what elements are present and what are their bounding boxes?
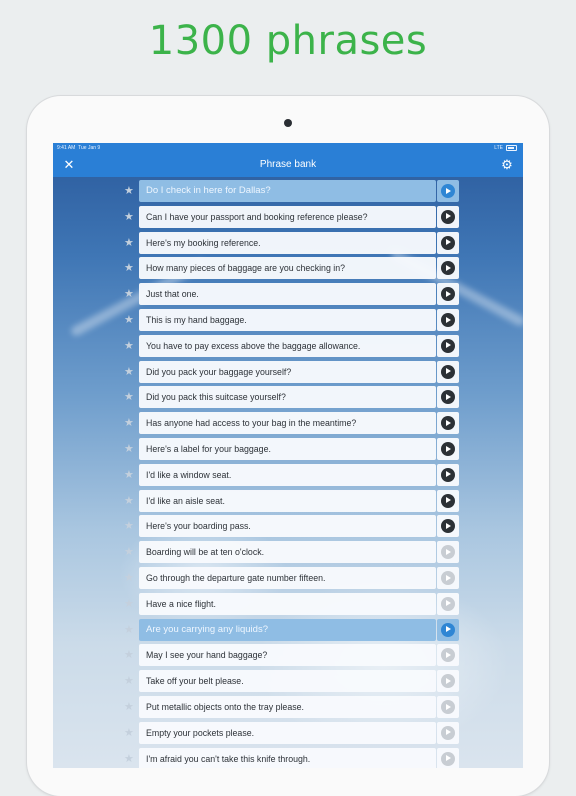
play-icon (441, 674, 455, 688)
phrase-text[interactable]: You have to pay excess above the baggage allowance. (139, 335, 436, 357)
favorite-star-icon[interactable]: ★ (124, 649, 134, 662)
phrase-text[interactable]: Here's a label for your baggage. (139, 438, 436, 460)
phrase-text[interactable]: Are you carrying any liquids? (139, 619, 436, 641)
phrase-text[interactable]: Here's my booking reference. (139, 232, 436, 254)
play-button[interactable] (437, 722, 459, 744)
favorite-star-icon[interactable]: ★ (124, 210, 134, 223)
favorite-star-icon[interactable]: ★ (124, 417, 134, 430)
play-icon (441, 339, 455, 353)
phrase-text[interactable]: This is my hand baggage. (139, 309, 436, 331)
favorite-star-icon[interactable]: ★ (124, 726, 134, 739)
play-icon (441, 442, 455, 456)
phrase-text[interactable]: I'm afraid you can't take this knife through. (139, 748, 436, 768)
play-icon (441, 623, 455, 637)
play-button[interactable] (437, 412, 459, 434)
play-button[interactable] (437, 206, 459, 228)
status-date: Tue Jan 9 (78, 145, 101, 151)
phrase-text[interactable]: Can I have your passport and booking reference please? (139, 206, 436, 228)
phrase-row[interactable] (53, 360, 523, 384)
favorite-star-icon[interactable]: ★ (124, 752, 134, 765)
play-icon (441, 519, 455, 533)
camera-icon (284, 119, 292, 127)
favorite-star-icon[interactable]: ★ (124, 365, 134, 378)
status-indicators (494, 143, 517, 153)
play-button[interactable] (437, 464, 459, 486)
play-button[interactable] (437, 335, 459, 357)
app-screen (53, 143, 523, 768)
phrase-text[interactable]: Put metallic objects onto the tray please. (139, 696, 436, 718)
play-icon (441, 597, 455, 611)
status-time: 9:41 AM (57, 145, 76, 151)
play-icon (441, 648, 455, 662)
phrase-text[interactable]: Do I check in here for Dallas? (139, 180, 436, 202)
play-button[interactable] (437, 257, 459, 279)
play-button[interactable] (437, 696, 459, 718)
play-button[interactable] (437, 567, 459, 589)
phrase-row[interactable] (53, 747, 523, 768)
phrase-row[interactable] (53, 695, 523, 719)
play-button[interactable] (437, 232, 459, 254)
phrase-row[interactable] (53, 437, 523, 461)
status-time-date (57, 143, 100, 153)
phrase-text[interactable]: I'd like an aisle seat. (139, 490, 436, 512)
play-button[interactable] (437, 283, 459, 305)
favorite-star-icon[interactable]: ★ (124, 701, 134, 713)
phrase-text[interactable]: Just that one. (139, 283, 436, 305)
favorite-star-icon[interactable]: ★ (124, 546, 134, 559)
favorite-star-icon[interactable]: ★ (124, 236, 134, 249)
play-button[interactable] (437, 361, 459, 383)
close-icon[interactable]: ✕ (63, 157, 75, 172)
favorite-star-icon[interactable]: ★ (124, 314, 134, 326)
phrase-text[interactable]: May I see your hand baggage? (139, 644, 436, 666)
play-icon (441, 700, 455, 714)
phrase-text[interactable]: I'd like a window seat. (139, 464, 436, 486)
play-icon (441, 365, 455, 379)
phrase-row[interactable] (53, 618, 523, 642)
phrase-row[interactable] (53, 411, 523, 435)
phrase-row[interactable] (53, 592, 523, 616)
phrase-row[interactable] (53, 334, 523, 358)
phrase-row[interactable] (53, 669, 523, 693)
play-button[interactable] (437, 515, 459, 537)
favorite-star-icon[interactable]: ★ (124, 675, 134, 688)
play-button[interactable] (437, 748, 459, 768)
gear-icon[interactable]: ⚙ (501, 157, 513, 172)
nav-bar (53, 153, 523, 177)
phrase-text[interactable]: Go through the departure gate number fifteen. (139, 567, 436, 589)
play-button[interactable] (437, 593, 459, 615)
battery-icon (506, 145, 517, 151)
favorite-star-icon[interactable]: ★ (124, 494, 134, 507)
phrase-row[interactable] (53, 643, 523, 667)
favorite-star-icon[interactable]: ★ (124, 572, 134, 584)
play-icon (441, 752, 455, 766)
favorite-star-icon[interactable]: ★ (124, 339, 134, 352)
play-button[interactable] (437, 438, 459, 460)
play-button[interactable] (437, 619, 459, 641)
play-icon (441, 416, 455, 430)
favorite-star-icon[interactable]: ★ (124, 468, 134, 481)
play-icon (441, 390, 455, 404)
phrase-text[interactable]: Did you pack your baggage yourself? (139, 361, 436, 383)
favorite-star-icon[interactable]: ★ (124, 391, 134, 404)
phrase-text[interactable]: How many pieces of baggage are you checking in? (139, 257, 436, 279)
phrase-row[interactable] (53, 721, 523, 745)
play-icon (441, 210, 455, 224)
favorite-star-icon[interactable]: ★ (124, 288, 134, 301)
phrase-row[interactable] (53, 463, 523, 487)
headline: 1300 phrases (148, 18, 428, 64)
play-icon (441, 184, 455, 198)
phrase-text[interactable]: Have a nice flight. (139, 593, 436, 615)
phrase-text[interactable]: Did you pack this suitcase yourself? (139, 386, 436, 408)
phrase-row[interactable] (53, 205, 523, 229)
phrase-row[interactable] (53, 308, 523, 332)
play-button[interactable] (437, 180, 459, 202)
play-icon (441, 313, 455, 327)
play-icon (441, 287, 455, 301)
phrase-row[interactable] (53, 282, 523, 306)
phrase-row[interactable] (53, 256, 523, 280)
favorite-star-icon[interactable]: ★ (124, 185, 134, 197)
phrase-text[interactable]: Take off your belt please. (139, 670, 436, 692)
phrase-text[interactable]: Has anyone had access to your bag in the meantime? (139, 412, 436, 434)
play-button[interactable] (437, 386, 459, 408)
phrase-text[interactable]: Empty your pockets please. (139, 722, 436, 744)
phrase-row[interactable] (53, 514, 523, 538)
play-icon (441, 468, 455, 482)
favorite-star-icon[interactable]: ★ (124, 623, 134, 636)
favorite-star-icon[interactable]: ★ (124, 443, 134, 455)
status-bar (53, 143, 523, 153)
play-button[interactable] (437, 309, 459, 331)
phrase-row[interactable] (53, 385, 523, 409)
phrase-text[interactable]: Here's your boarding pass. (139, 515, 436, 537)
phrase-row[interactable] (53, 566, 523, 590)
carrier-label: LTE (494, 145, 503, 151)
play-button[interactable] (437, 541, 459, 563)
favorite-star-icon[interactable]: ★ (124, 520, 134, 533)
nav-title: Phrase bank (259, 159, 317, 170)
play-icon (441, 236, 455, 250)
phrase-row[interactable] (53, 179, 523, 203)
play-button[interactable] (437, 644, 459, 666)
favorite-star-icon[interactable]: ★ (124, 597, 134, 610)
play-icon (441, 261, 455, 275)
play-button[interactable] (437, 670, 459, 692)
phrase-row[interactable] (53, 540, 523, 564)
play-icon (441, 545, 455, 559)
phrase-text[interactable]: Boarding will be at ten o'clock. (139, 541, 436, 563)
play-button[interactable] (437, 490, 459, 512)
phrase-row[interactable] (53, 489, 523, 513)
play-icon (441, 726, 455, 740)
play-icon (441, 571, 455, 585)
favorite-star-icon[interactable]: ★ (124, 262, 134, 275)
phrase-row[interactable] (53, 231, 523, 255)
play-icon (441, 494, 455, 508)
